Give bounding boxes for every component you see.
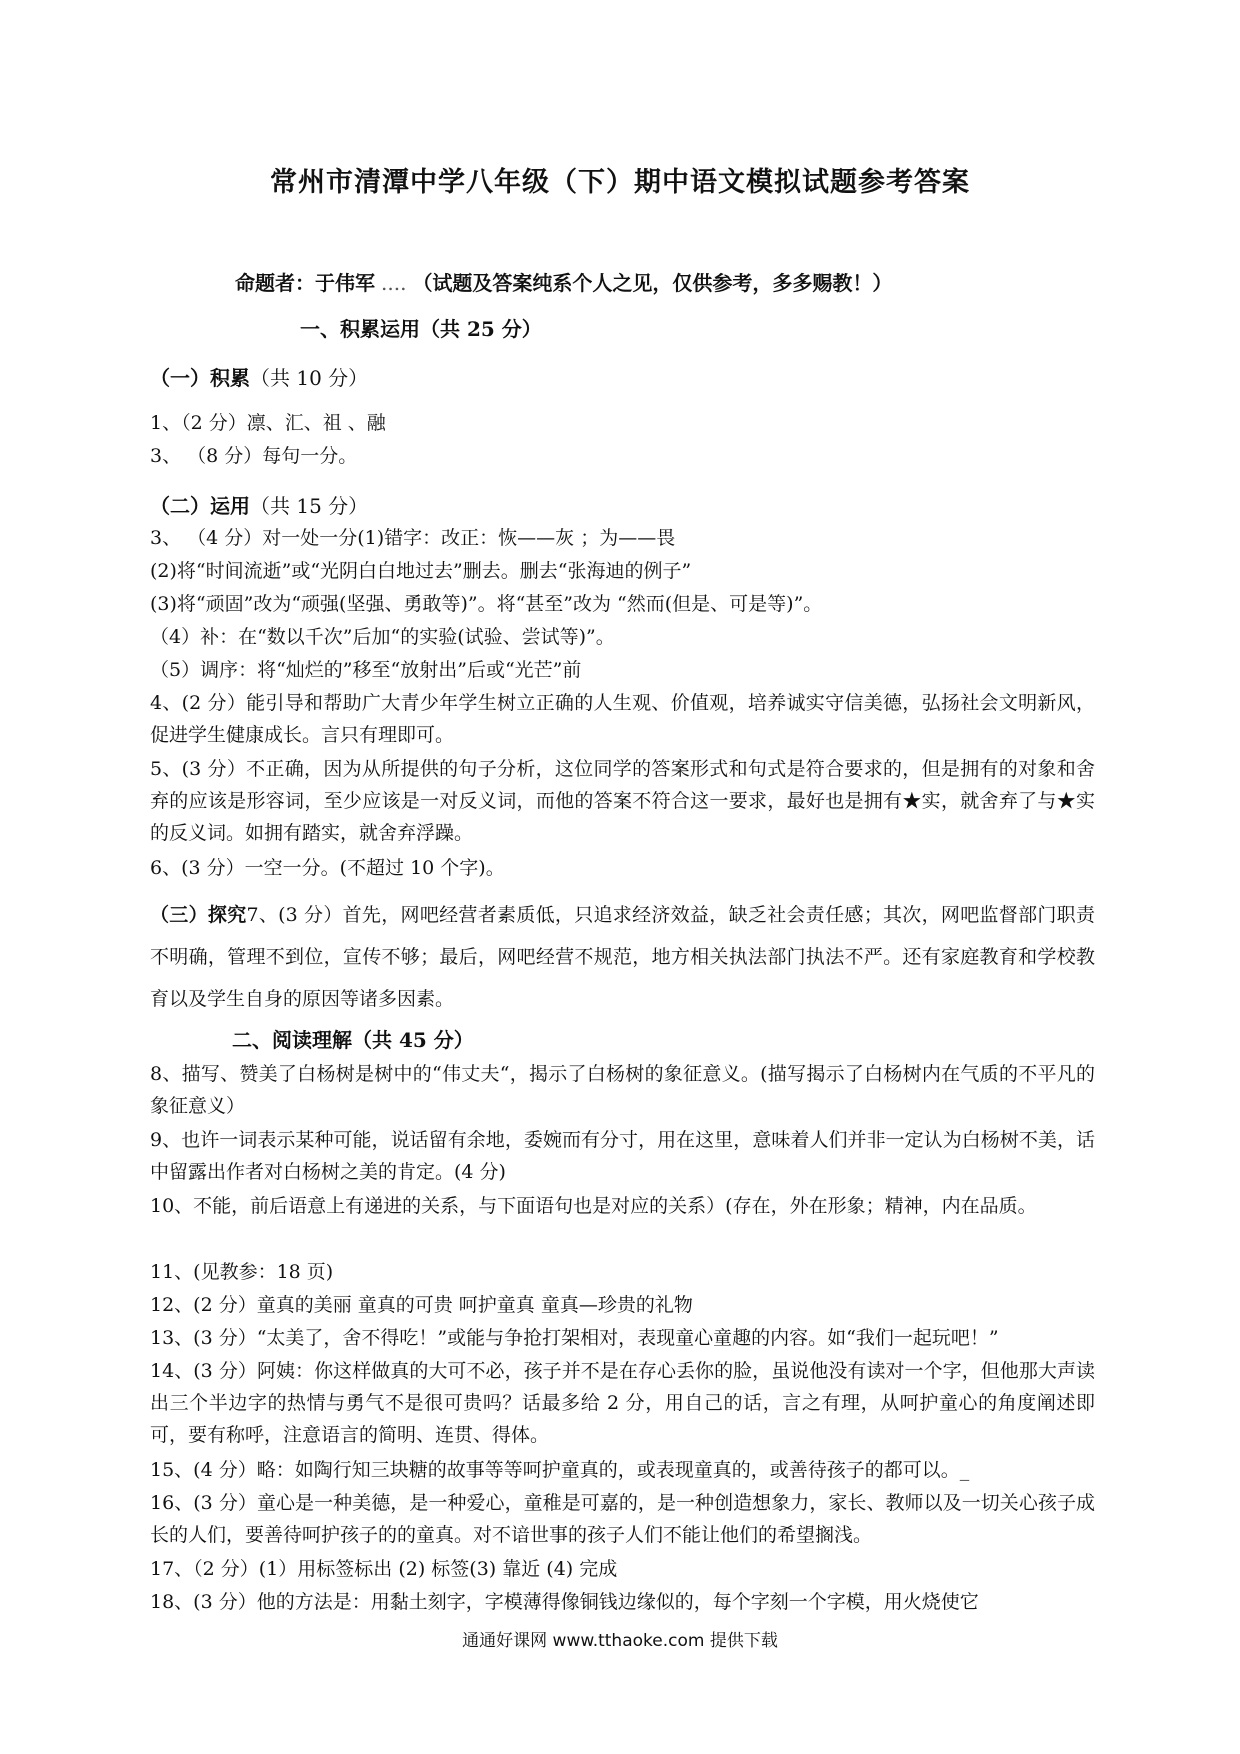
answer-q11: 11、(见教参：18 页)	[150, 1261, 334, 1283]
part2-line-5: （5）调序：将“灿烂的”移至“放射出”后或“光芒”前	[150, 659, 582, 681]
part1-line-2: 3、 （8 分）每句一分。	[150, 445, 358, 467]
author-label: 命题者：于伟军	[235, 271, 375, 295]
part1-heading	[150, 362, 368, 391]
author-note: （试题及答案纯系个人之见，仅供参考，多多赐教！）	[412, 271, 893, 295]
answer-q7: 7、(3 分）首先，网吧经营者素质低，只追求经济效益，缺乏社会责任感；其次，网吧监督部门职责不明确，管理不到位，宣传不够；最后，网吧经营不规范，地方相关执法部门执法不严。还有家庭教育和学校教育以及学生自身的原因等诸多因素。	[150, 904, 1095, 1010]
part2-line-3: (3)将“顽固”改为“顽强(坚强、勇敢等)”。将“甚至”改为 “然而(但是、可是等)”。	[150, 593, 823, 615]
answer-q4: 4、(2 分）能引导和帮助广大青少年学生树立正确的人生观、价值观，培养诚实守信美德，弘扬社会文明新风，促进学生健康成长。言只有理即可。	[150, 692, 1095, 746]
answer-q5: 5、(3 分）不正确，因为从所提供的句子分析，这位同学的答案形式和句式是符合要求的，但是拥有的对象和舍弃的应该是形容词，至少应该是一对反义词，而他的答案不符合这一要求，最好也是拥有★实，就舍弃了与★实的反义词。如拥有踏实，就舍弃浮躁。	[150, 758, 1095, 844]
part2-heading-bold: （二）运用	[150, 494, 250, 518]
section1-title: 一、积累运用（共 25 分）	[300, 317, 542, 341]
part2-line-4: （4）补：在“数以千次”后加“的实验(试验、尝试等)”。	[150, 626, 615, 648]
section2-title: 二、阅读理解（共 45 分）	[232, 1028, 474, 1052]
part1-heading-bold: （一）积累	[150, 366, 250, 390]
answer-q15: 15、(4 分）略：如陶行知三块糖的故事等等呵护童真的，或表现童真的，或善待孩子的都可以。_	[150, 1459, 970, 1481]
part1-heading-rest: （共 10 分）	[250, 366, 369, 390]
page-title: 常州市清潭中学八年级（下）期中语文模拟试题参考答案	[270, 167, 970, 198]
page-footer: 通通好课网 www.tthaoke.com 提供下载	[462, 1631, 778, 1651]
answer-q12: 12、(2 分）童真的美丽 童真的可贵 呵护童真 童真—珍贵的礼物	[150, 1294, 693, 1316]
answer-q8: 8、描写、赞美了白杨树是树中的“伟丈夫“，揭示了白杨树的象征意义。(描写揭示了白杨树内在气质的不平凡的象征意义）	[150, 1063, 1095, 1117]
answer-q18: 18、(3 分）他的方法是：用黏土刻字，字模薄得像铜钱边缘似的，每个字刻一个字模，用火烧使它	[150, 1591, 979, 1613]
part2-line-2: (2)将“时间流逝”或“光阴白白地过去”删去。删去“张海迪的例子”	[150, 560, 692, 582]
part2-heading	[150, 490, 368, 519]
part2-line-1: 3、 （4 分）对一处一分(1)错字：改正：恢——灰 ；为——畏	[150, 527, 676, 549]
part1-line-1: 1、（2 分）凛、汇、祖 、融	[150, 412, 386, 434]
answer-q17: 17、（2 分）(1）用标签标出 (2) 标签(3) 靠近 (4) 完成	[150, 1558, 618, 1580]
answer-q6: 6、(3 分）一空一分。(不超过 10 个字)。	[150, 857, 505, 879]
part3-explore	[150, 894, 1095, 1020]
author-line	[235, 267, 892, 296]
answer-q14: 14、(3 分）阿姨：你这样做真的大可不必，孩子并不是在存心丢你的脸，虽说他没有读对一个字，但他那大声读出三个半边字的热情与勇气不是很可贵吗？话最多给 2 分，用自己的话，言之有理，从呵护童心的角度阐述即可，要有称呼，注意语言的简明、连贯、得体。	[150, 1360, 1095, 1446]
author-dots: ....	[381, 271, 407, 295]
part3-heading-bold: （三）探究	[150, 904, 247, 926]
answer-q10: 10、不能，前后语意上有递进的关系，与下面语句也是对应的关系）(存在，外在形象；精神，内在品质。	[150, 1195, 1037, 1217]
answer-q16: 16、(3 分）童心是一种美德，是一种爱心，童稚是可嘉的，是一种创造想象力，家长、教师以及一切关心孩子成长的人们，要善待呵护孩子的的童真。对不谙世事的孩子人们不能让他们的希望搁浅。	[150, 1492, 1095, 1546]
part2-heading-rest: （共 15 分）	[250, 494, 369, 518]
answer-q13: 13、(3 分）“太美了，舍不得吃！”或能与争抢打架相对，表现童心童趣的内容。如“我们一起玩吧！”	[150, 1327, 999, 1349]
answer-q9: 9、也许一词表示某种可能，说话留有余地，委婉而有分寸，用在这里，意味着人们并非一定认为白杨树不美，话中留露出作者对白杨树之美的肯定。(4 分)	[150, 1129, 1095, 1183]
